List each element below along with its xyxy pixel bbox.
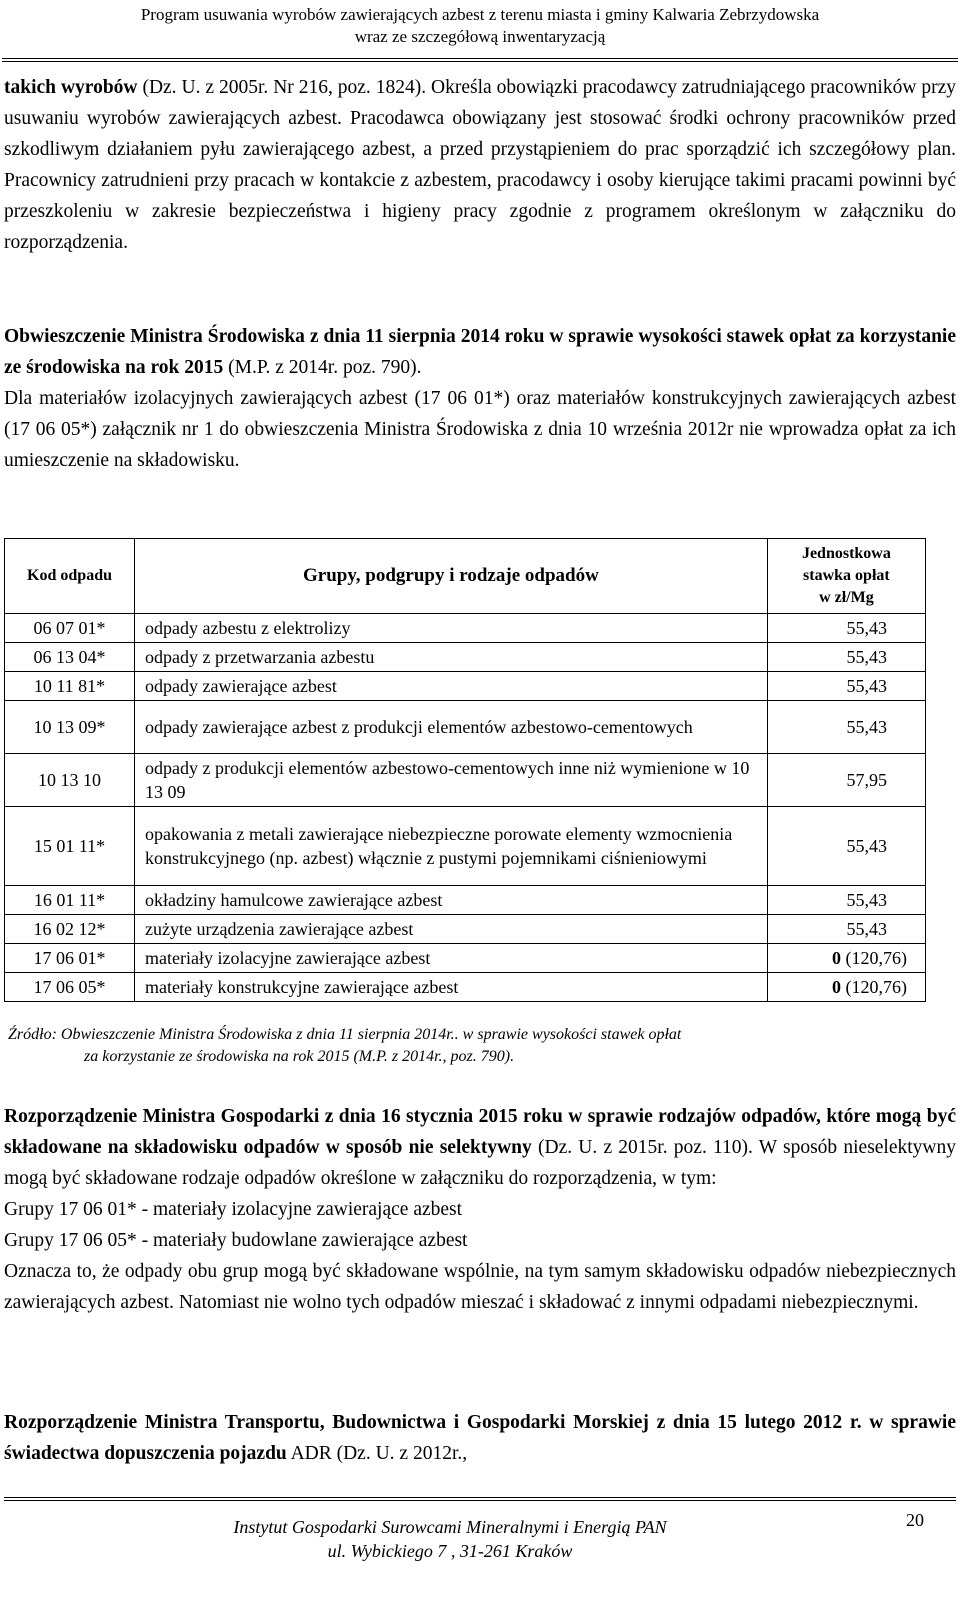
row-description: materiały konstrukcyjne zawierające azbest <box>135 973 768 1002</box>
adr-text: ADR (Dz. U. z 2012r., <box>286 1443 468 1464</box>
row-rate: 55,43 <box>767 614 925 643</box>
header-line-2: wraz ze szczegółową inwentaryzacją <box>354 27 606 46</box>
table-source-note <box>8 1024 908 1068</box>
paragraph-nonselective-disposal <box>4 1101 956 1318</box>
header-rate-line-2: stawka opłat <box>803 567 890 584</box>
header-code: Kod odpadu <box>5 539 135 614</box>
footer-rule <box>4 1497 956 1501</box>
row-description: zużyte urządzenia zawierające azbest <box>135 915 768 944</box>
row-code: 10 13 09* <box>5 701 135 754</box>
paragraph-bold-start: takich wyrobów <box>4 77 138 98</box>
table-row <box>5 754 926 807</box>
page-header <box>0 0 960 48</box>
notice-text: Dla materiałów izolacyjnych zawierających azbest (17 06 01*) oraz materiałów konstrukcyjnych zawierających azbest (17 06 05*) załącznik nr 1 do obwieszczenia Ministra Środowiska z dnia 10 września 2012r nie wprowadza opłat za ich umieszczenie na składowisku. <box>4 388 956 471</box>
table-header-row <box>5 539 926 614</box>
row-code: 10 11 81* <box>5 672 135 701</box>
waste-fees-table <box>4 538 926 1002</box>
row-description: materiały izolacyjne zawierające azbest <box>135 944 768 973</box>
row-rate: 55,43 <box>767 886 925 915</box>
row-rate: 57,95 <box>767 754 925 807</box>
row-code: 06 13 04* <box>5 643 135 672</box>
regulation-text: (Dz. U. z 2015r. poz. 110). W sposób nieselektywny mogą być składowane rodzaje odpadów określone w załączniku do rozporządzenia, w tym: <box>4 1137 957 1189</box>
table-row <box>5 701 926 754</box>
row-rate: 0 (120,76) <box>767 944 925 973</box>
row-rate: 55,43 <box>767 915 925 944</box>
table-row <box>5 672 926 701</box>
header-rate-line-1: Jednostkowa <box>801 545 891 562</box>
group-item-2: Grupy 17 06 05* - materiały budowlane zawierające azbest <box>4 1230 468 1251</box>
paragraph-adr-regulation <box>4 1407 956 1469</box>
row-description: odpady azbestu z elektrolizy <box>135 614 768 643</box>
row-description: odpady zawierające azbest z produkcji elementów azbestowo-cementowych <box>135 701 768 754</box>
header-rate <box>767 539 925 614</box>
row-code: 15 01 11* <box>5 807 135 886</box>
row-code: 17 06 01* <box>5 944 135 973</box>
row-description: odpady zawierające azbest <box>135 672 768 701</box>
paragraph-text: (Dz. U. z 2005r. Nr 216, poz. 1824). Określa obowiązki pracodawcy zatrudniającego pracowników przy usuwaniu wyrobów zawierających azbest. Pracodawca obowiązany jest stosować środki ochrony pracowników przed szkodliwym działaniem pyłu zawierającego azbest, a przed przystąpieniem do prac sporządzić ich szczegółowy plan. Pracownicy zatrudnieni przy pracach w kontakcie z azbestem, pracodawcy i osoby kierujące takimi pracami powinni być przeszkoleniu w zakresie bezpieczeństwa i higieny pracy zgodnie z programem określonym w załączniku do rozporządzenia. <box>4 77 956 253</box>
row-rate: 55,43 <box>767 701 925 754</box>
header-line-1: Program usuwania wyrobów zawierających azbest z terenu miasta i gminy Kalwaria Zebrzydowska <box>140 5 820 24</box>
footer-address <box>190 1515 710 1563</box>
row-description: odpady z przetwarzania azbestu <box>135 643 768 672</box>
row-description: odpady z produkcji elementów azbestowo-cementowych inne niż wymienione w 10 13 09 <box>135 754 768 807</box>
table-row <box>5 807 926 886</box>
source-line-1: Źródło: Obwieszczenie Ministra Środowiska z dnia 11 sierpnia 2014r.. w sprawie wysokości stawek opłat <box>8 1026 682 1043</box>
header-groups: Grupy, podgrupy i rodzaje odpadów <box>135 539 768 614</box>
row-code: 16 01 11* <box>5 886 135 915</box>
group-item-1: Grupy 17 06 01* - materiały izolacyjne zawierające azbest <box>4 1199 463 1220</box>
paragraph-employer-duties <box>4 72 956 258</box>
footer-line-2: ul. Wybickiego 7 , 31-261 Kraków <box>327 1541 573 1561</box>
row-description: okładziny hamulcowe zawierające azbest <box>135 886 768 915</box>
adr-title: Rozporządzenie Ministra Transportu, Budownictwa i Gospodarki Morskiej z dnia 15 lutego 2012 r. w sprawie świadectwa dopuszczenia pojazdu <box>4 1412 956 1464</box>
source-line-2: za korzystanie ze środowiska na rok 2015 (M.P. z 2014r., poz. 790). <box>84 1048 515 1065</box>
row-description: opakowania z metali zawierające niebezpieczne porowate elementy wzmocnienia konstrukcyjnego (np. azbest) włącznie z pustymi pojemnikami ciśnieniowymi <box>135 807 768 886</box>
regulation-conclusion: Oznacza to, że odpady obu grup mogą być składowane wspólnie, na tym samym składowisku odpadów niebezpiecznych zawierających azbest. Natomiast nie wolno tych odpadów mieszać i składować z innymi odpadami niebezpiecznymi. <box>4 1261 956 1313</box>
notice-title: Obwieszczenie Ministra Środowiska z dnia 11 sierpnia 2014 roku w sprawie wysokości stawek opłat za korzystanie ze środowiska na rok 2015 <box>4 326 956 378</box>
paragraph-fees-notice <box>4 321 956 476</box>
header-rule <box>2 58 958 62</box>
row-code: 17 06 05* <box>5 973 135 1002</box>
row-code: 10 13 10 <box>5 754 135 807</box>
table-row <box>5 614 926 643</box>
row-code: 06 07 01* <box>5 614 135 643</box>
row-rate: 55,43 <box>767 807 925 886</box>
row-rate: 55,43 <box>767 672 925 701</box>
table-row <box>5 944 926 973</box>
table-row <box>5 643 926 672</box>
regulation-title: Rozporządzenie Ministra Gospodarki z dnia 16 stycznia 2015 roku w sprawie rodzajów odpadów, które mogą być składowane na składowisku odpadów w sposób nie selektywny <box>4 1106 956 1158</box>
table-row <box>5 915 926 944</box>
row-rate: 0 (120,76) <box>767 973 925 1002</box>
notice-reference: (M.P. z 2014r. poz. 790). <box>223 357 422 378</box>
row-code: 16 02 12* <box>5 915 135 944</box>
table-row <box>5 973 926 1002</box>
table-row <box>5 886 926 915</box>
page-number: 20 <box>906 1510 924 1530</box>
footer-line-1: Instytut Gospodarki Surowcami Mineralnymi i Energią PAN <box>233 1517 667 1537</box>
header-rate-line-3: w zł/Mg <box>819 589 874 606</box>
row-rate: 55,43 <box>767 643 925 672</box>
